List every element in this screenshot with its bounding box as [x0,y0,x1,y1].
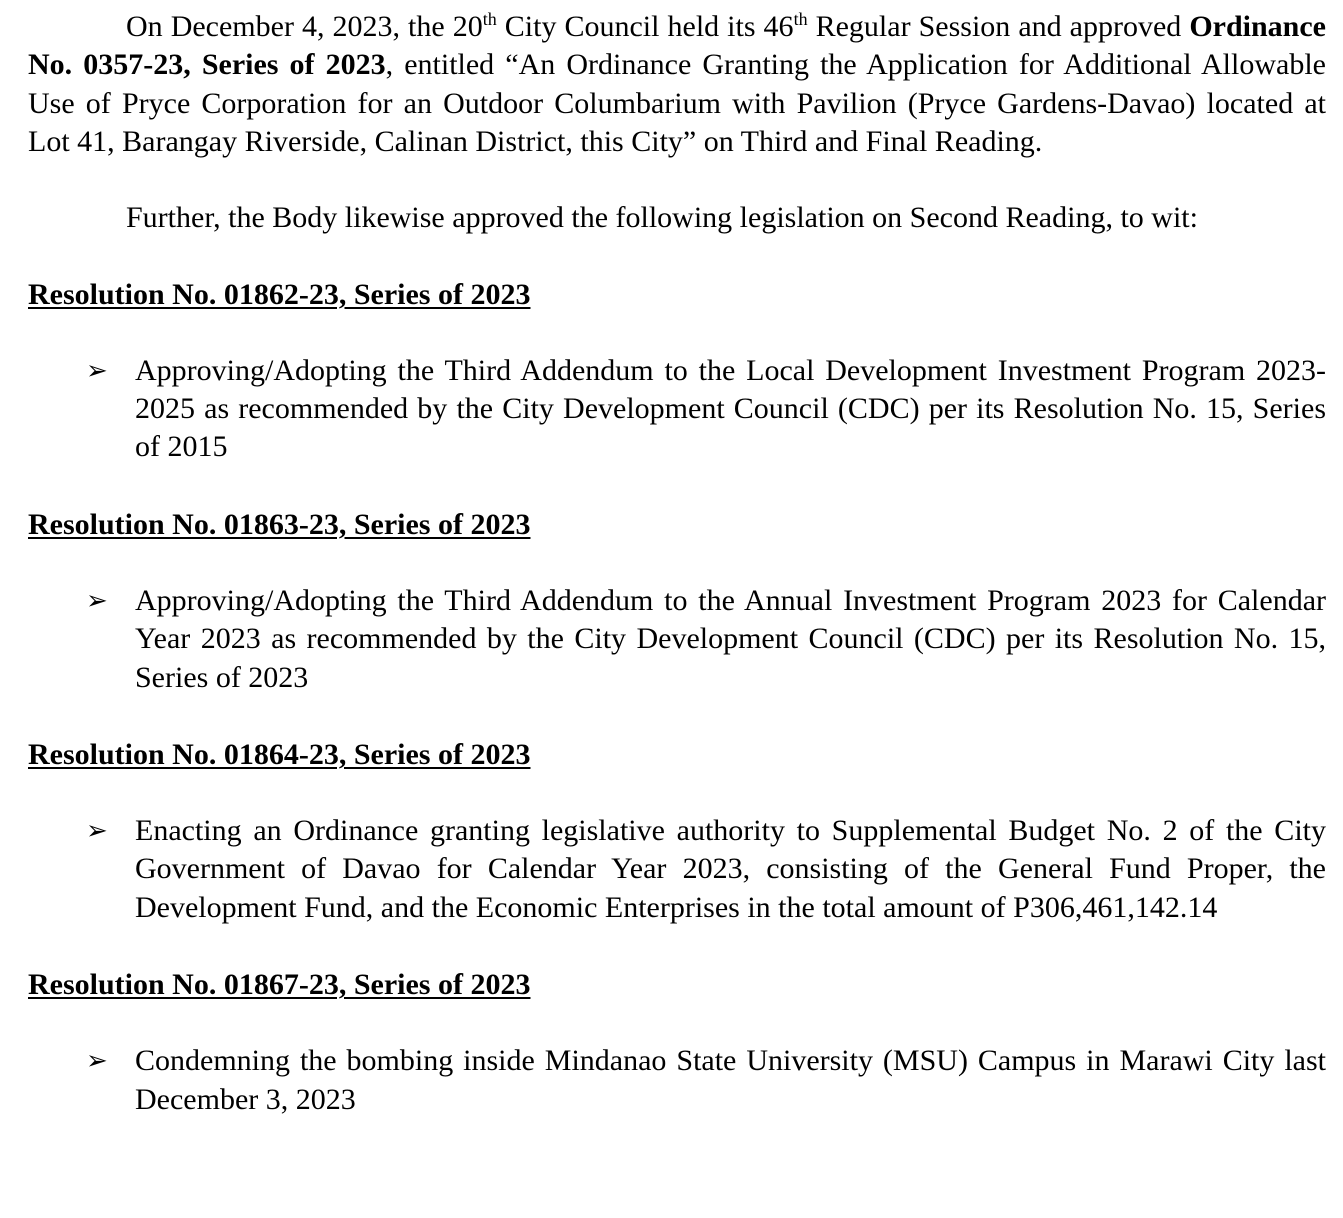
intro-paragraph [28,8,1326,162]
ordinal-suffix-2: th [793,9,808,29]
resolution-text: Condemning the bombing inside Mindanao State University (MSU) Campus in Marawi City last December 3, 2023 [135,1044,1326,1116]
resolution-heading-01862: Resolution No. 01862-23, Series of 2023 [28,277,531,311]
ordinance-title: Ordinance No. 0357-23, Series of 2023 [28,10,1326,82]
resolution-item-01862 [28,352,1326,467]
document-page [28,8,1326,1119]
resolution-item-01867 [28,1042,1326,1119]
intro-text-1: On December 4, 2023, the 20 [126,10,483,43]
ordinal-suffix-1: th [482,9,497,29]
arrow-bullet-icon: ➢ [86,585,108,616]
arrow-bullet-icon: ➢ [86,355,108,386]
resolution-heading-01867: Resolution No. 01867-23, Series of 2023 [28,968,531,1002]
resolution-item-01864 [28,812,1326,927]
resolution-heading-01863: Resolution No. 01863-23, Series of 2023 [28,507,531,541]
resolution-text: Approving/Adopting the Third Addendum to the Annual Investment Program 2023 for Calendar Year 2023 as recommended by the City Development Council (CDC) per its Resolution No. 15, Series of 2023 [135,583,1326,694]
arrow-bullet-icon: ➢ [86,816,108,847]
intro-text-3: Regular Session and approved [807,10,1190,43]
resolution-text: Approving/Adopting the Third Addendum to the Local Development Investment Program 2023-2025 as recommended by the City Development Council (CDC) per its Resolution No. 15, Series of 2015 [135,353,1326,464]
intro-text-2: City Council held its 46 [496,10,794,43]
resolution-heading-01864: Resolution No. 01864-23, Series of 2023 [28,738,531,772]
resolution-text: Enacting an Ordinance granting legislative authority to Supplemental Budget No. 2 of the City Government of Davao for Calendar Year 2023, consisting of the General Fund Proper, the Development Fund, and the Economic Enterprises in the total amount of P306,461,142.14 [135,814,1326,924]
intro-text-4: , entitled “An Ordinance Granting the Application for Additional Allowable Use of Pryce Corporation for an Outdoor Columbarium with Pavilion (Pryce Gardens-Davao) located at Lot 41, Barangay Riverside, Calinan District, this City” on Third and Final Reading. [28,48,1326,159]
arrow-bullet-icon: ➢ [86,1046,108,1077]
resolution-item-01863 [28,582,1326,697]
further-paragraph: Further, the Body likewise approved the following legislation on Second Reading, to wit: [126,200,1198,234]
